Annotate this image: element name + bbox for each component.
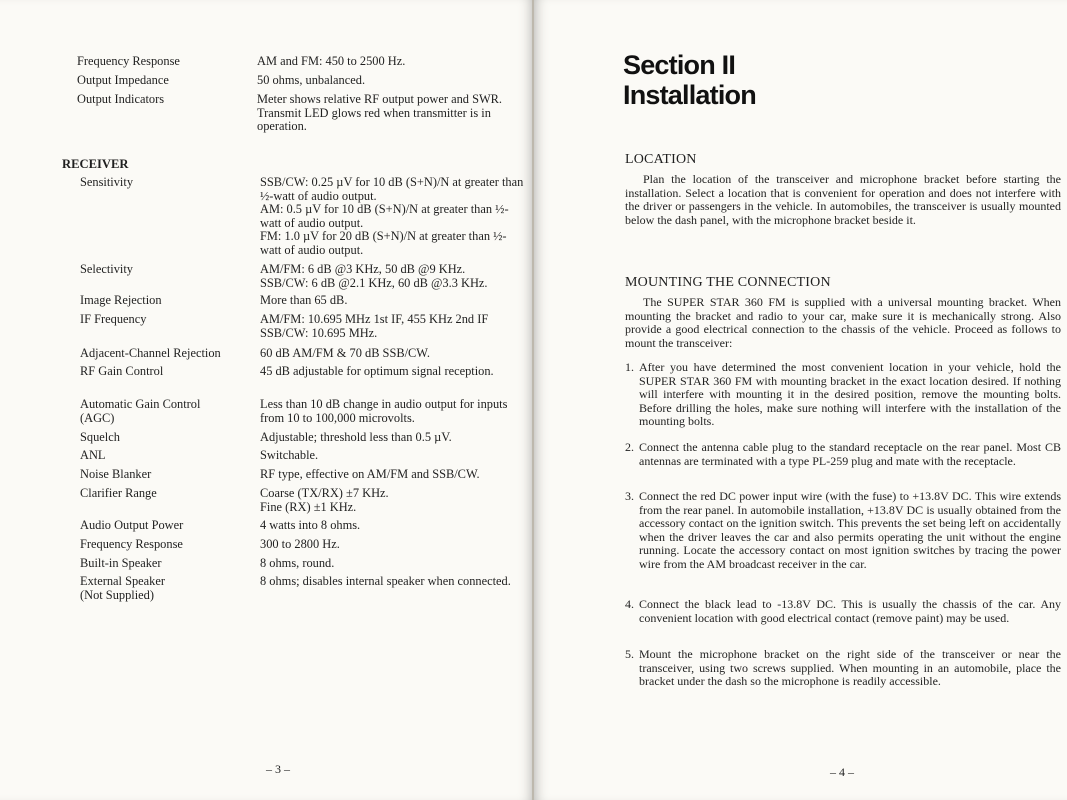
spec-label: External Speaker (Not Supplied) xyxy=(80,574,165,602)
spec-block-top xyxy=(77,55,527,145)
spec-label: Sensitivity xyxy=(80,175,134,189)
step-number: 2. xyxy=(625,440,634,454)
receiver-heading: RECEIVER xyxy=(62,157,129,171)
step-number: 3. xyxy=(625,489,634,503)
spec-value: More than 65 dB. xyxy=(260,293,348,307)
spec-label: Squelch xyxy=(80,430,120,444)
spec-label: IF Frequency xyxy=(80,312,147,326)
mounting-heading: MOUNTING THE CONNECTION xyxy=(625,275,831,290)
spec-label: Noise Blanker xyxy=(80,467,152,481)
page-number-left: – 3 – xyxy=(266,762,290,776)
spec-value: AM/FM: 10.695 MHz 1st IF, 455 KHz 2nd IF SSB/CW: 10.695 MHz. xyxy=(260,312,489,340)
step-text: Connect the antenna cable plug to the standard receptacle on the rear panel. Most CB antennas are terminated with a type PL-259 plug and mate with the receptacle. xyxy=(639,440,1061,468)
spec-label: ANL xyxy=(80,448,106,462)
spec-label: Adjacent-Channel Rejection xyxy=(80,346,221,360)
spec-label: Frequency Response xyxy=(80,537,183,551)
spec-value: 8 ohms, round. xyxy=(260,556,335,570)
step-number: 5. xyxy=(625,647,634,661)
step-text: After you have determined the most convenient location in your vehicle, hold the SUPER STAR 360 FM with mounting bracket in the exact location desired. If nothing will interfere with mounting it in the desired position, remove the mounting bolts. Before drilling the holes, make sure nothing will interfere with the installation of the mounting bolts. xyxy=(639,360,1061,429)
spec-value: AM/FM: 6 dB @3 KHz, 50 dB @9 KHz. SSB/CW: 6 dB @2.1 KHz, 60 dB @3.3 KHz. xyxy=(260,262,488,290)
spec-value: AM and FM: 450 to 2500 Hz. xyxy=(257,54,406,68)
step-text: Mount the microphone bracket on the right side of the transceiver or near the transceiver, using two screws supplied. When mounting in an automobile, place the bracket under the dash so the microphone is readily accessible. xyxy=(639,647,1061,689)
spec-value: Switchable. xyxy=(260,448,319,462)
spec-value: 8 ohms; disables internal speaker when connected. xyxy=(260,574,511,588)
spec-label: RF Gain Control xyxy=(80,364,164,378)
spec-label: Output Impedance xyxy=(77,73,169,87)
section-title-line2: Installation xyxy=(623,80,756,110)
spec-label: Clarifier Range xyxy=(80,486,157,500)
spec-label: Image Rejection xyxy=(80,293,162,307)
location-paragraph: Plan the location of the transceiver and microphone bracket before starting the installation. Select a location that is convenient for operation and does not interfere with the driver or passengers in the vehicle. In automobiles, the transceiver is usually mounted below the dash panel, with the microphone bracket beside it. xyxy=(625,172,1061,227)
spec-value: 60 dB AM/FM & 70 dB SSB/CW. xyxy=(260,346,430,360)
spec-label: Output Indicators xyxy=(77,92,165,106)
section-title xyxy=(623,50,756,110)
spec-label: Frequency Response xyxy=(77,54,180,68)
spec-value: Less than 10 dB change in audio output for inputs from 10 to 100,000 microvolts. xyxy=(260,397,508,425)
mounting-paragraph: The SUPER STAR 360 FM is supplied with a universal mounting bracket. When mounting the bracket and radio to your car, make sure it is mechanically strong. Also provide a good electrical connection to the chassis of the vehicle. Proceed as follows to mount the transceiver: xyxy=(625,295,1061,350)
spec-value: RF type, effective on AM/FM and SSB/CW. xyxy=(260,467,480,481)
spec-value: Adjustable; threshold less than 0.5 µV. xyxy=(260,430,452,444)
location-heading: LOCATION xyxy=(625,152,697,167)
section-title-line1: Section II xyxy=(623,50,736,80)
spec-label: Selectivity xyxy=(80,262,133,276)
spec-label: Automatic Gain Control (AGC) xyxy=(80,397,201,425)
step-text: Connect the red DC power input wire (with the fuse) to +13.8V DC. This wire extends from the rear panel. In automobile installation, +13.8V DC is usually obtained from the accessory contact on the ignition switch. This prevents the set being left on accidentally when the driver leaves the car and also permits operating the unit without the engine running. Locate the accessory contact on most ignition switches by tracing the power wire from the AM broadcast receiver in the car. xyxy=(639,489,1061,571)
steps-list xyxy=(625,361,1061,701)
spec-value: 300 to 2800 Hz. xyxy=(260,537,340,551)
spec-value: 45 dB adjustable for optimum signal reception. xyxy=(260,364,494,378)
step-text: Connect the black lead to -13.8V DC. This is usually the chassis of the car. Any convenient location with good electrical contact (remove paint) may be used. xyxy=(639,597,1061,625)
spec-value: SSB/CW: 0.25 µV for 10 dB (S+N)/N at greater than ½-watt of audio output. AM: 0.5 µV for 10 dB (S+N)/N at greater than ½-watt of audio output. FM: 1.0 µV for 20 dB (S+N)/N at greater than ½-watt of audio output. xyxy=(260,175,524,257)
spec-value: Coarse (TX/RX) ±7 KHz. Fine (RX) ±1 KHz. xyxy=(260,486,389,514)
spec-label: Audio Output Power xyxy=(80,518,184,532)
spec-block-receiver xyxy=(80,176,530,616)
step-number: 4. xyxy=(625,597,634,611)
spec-value: Meter shows relative RF output power and SWR. Transmit LED glows red when transmitter is in operation. xyxy=(257,92,503,134)
step-number: 1. xyxy=(625,360,634,374)
spec-value: 4 watts into 8 ohms. xyxy=(260,518,361,532)
left-page xyxy=(0,0,533,800)
spec-label: Built-in Speaker xyxy=(80,556,162,570)
spec-value: 50 ohms, unbalanced. xyxy=(257,73,366,87)
page-number-right: – 4 – xyxy=(830,765,854,779)
right-page xyxy=(534,0,1067,800)
